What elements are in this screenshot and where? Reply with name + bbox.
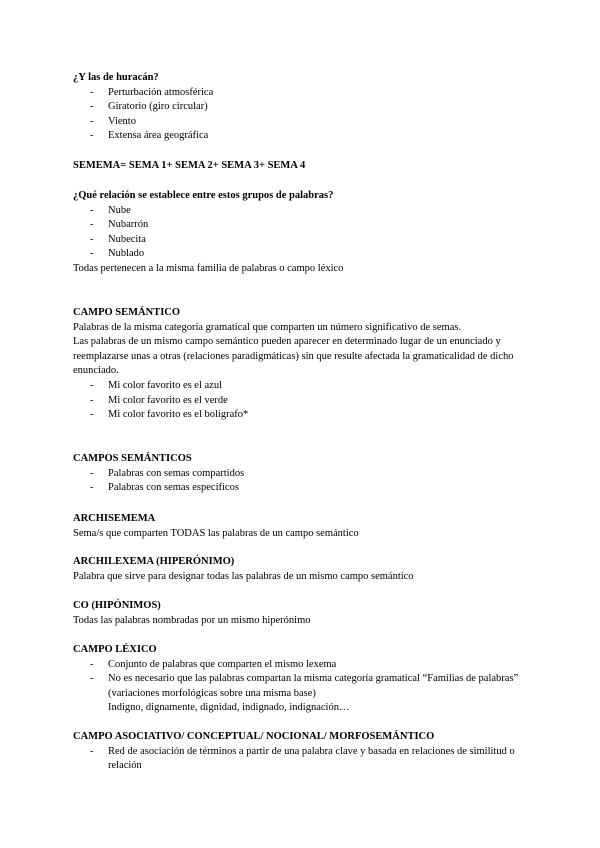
semantic-field-section — [73, 306, 533, 423]
archilexeme-text: Palabra que sirve para designar todas las palabras de un mismo campo semántico — [73, 570, 414, 582]
archisememe-title: ARCHISEMEMA — [73, 513, 156, 524]
semantic-fields-title: CAMPOS SEMÁNTICOS — [73, 453, 192, 464]
huracan-question: ¿Y las de huracán? — [73, 72, 159, 83]
huracan-list — [73, 86, 533, 144]
associative-field-section — [73, 730, 533, 774]
cohyponyms-section — [73, 599, 533, 628]
list-item: - Palabras con semas específicos — [73, 481, 533, 496]
list-item: - Perturbación atmosférica — [73, 86, 533, 101]
relation-list — [73, 204, 533, 262]
sememe-formula: SEMEMA= SEMA 1+ SEMA 2+ SEMA 3+ SEMA 4 — [73, 160, 306, 171]
list-item: - Palabras con semas compartidos — [73, 467, 533, 482]
semantic-field-title: CAMPO SEMÁNTICO — [73, 307, 181, 318]
list-item: - Red de asociación de términos a partir de una palabra clave y basada en relaciones de similitud o relación — [73, 745, 533, 774]
cohyponyms-text: Todas las palabras nombradas por un mismo hiperónimo — [73, 614, 311, 626]
archisememe-text: Sema/s que comparten TODAS las palabras de un campo semántico — [73, 527, 359, 539]
lexical-field-example: Indigno, dignamente, dignidad, indignado, indignación… — [108, 702, 350, 714]
huracan-section — [73, 71, 533, 144]
associative-field-list — [73, 745, 533, 774]
list-item: - Nubecita — [73, 233, 533, 248]
list-item: - Extensa área geográfica — [73, 129, 533, 144]
cohyponyms-title: CO (HIPÓNIMOS) — [73, 600, 161, 611]
relation-section — [73, 189, 533, 277]
archilexeme-title: ARCHILEXEMA (HIPERÓNIMO) — [73, 556, 235, 567]
list-item: - No es necesario que las palabras compartan la misma categoría gramatical “Familias de palabras” (variaciones morfológicas sobre una misma base) — [73, 672, 533, 701]
lexical-field-section — [73, 643, 533, 716]
list-item: - Nubarrón — [73, 218, 533, 233]
list-item: - Nublado — [73, 247, 533, 262]
lexical-field-list — [73, 658, 533, 702]
semantic-field-definition: Palabras de la misma categoría gramatical que comparten un número significativo de semas. — [73, 321, 462, 333]
archisememe-section — [73, 512, 533, 541]
list-item: - Mi color favorito es el verde — [73, 394, 533, 409]
list-item: - Giratorio (giro circular) — [73, 100, 533, 115]
list-item: - Mi color favorito es el bolígrafo* — [73, 408, 533, 423]
relation-answer: Todas pertenecen a la misma familia de palabras o campo léxico — [73, 262, 344, 274]
relation-question: ¿Qué relación se establece entre estos grupos de palabras? — [73, 190, 334, 201]
semantic-field-examples — [73, 379, 533, 423]
semantic-fields-section — [73, 452, 533, 496]
list-item: - Nube — [73, 204, 533, 219]
list-item: - Viento — [73, 115, 533, 130]
list-item: - Conjunto de palabras que comparten el mismo lexema — [73, 658, 533, 673]
lexical-field-title: CAMPO LÉXICO — [73, 644, 157, 655]
archilexeme-section — [73, 555, 533, 584]
semantic-fields-list — [73, 467, 533, 496]
list-item: - Mi color favorito es el azul — [73, 379, 533, 394]
associative-field-title: CAMPO ASOCIATIVO/ CONCEPTUAL/ NOCIONAL/ MORFOSEMÁNTICO — [73, 731, 435, 742]
sememe-section — [73, 159, 533, 174]
semantic-field-paragraph: Las palabras de un mismo campo semántico pueden aparecer en determinado lugar de un enunciado y reemplazarse unas a otras (relaciones paradigmáticas) sin que resulte afectada la gramaticalidad de dicho enunciado. — [73, 336, 514, 377]
